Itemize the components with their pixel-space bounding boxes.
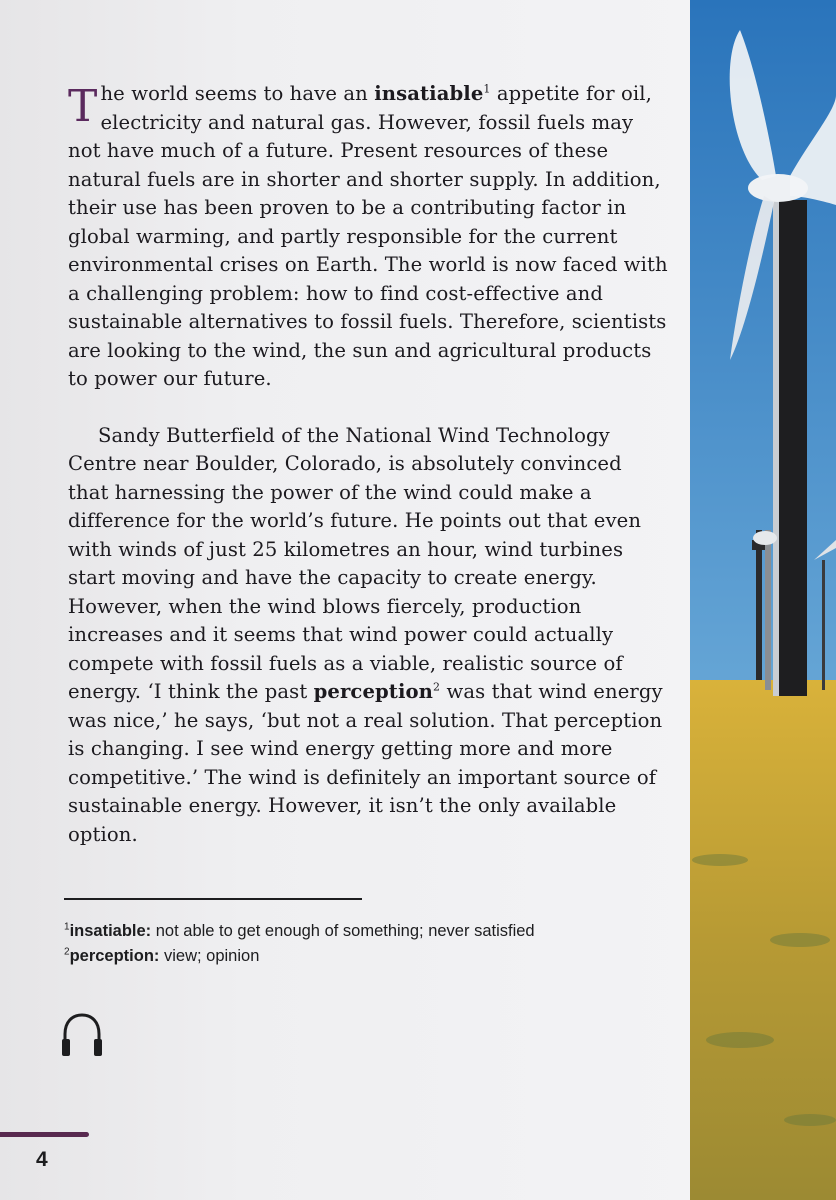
keyword-perception: perception: [313, 680, 434, 703]
footnote-divider: [64, 898, 362, 900]
accent-bar: [0, 1132, 89, 1137]
footnote-2-number: 2: [64, 946, 70, 958]
footnote-1-definition: not able to get enough of something; never satisfied: [151, 922, 535, 940]
footnote-1-number: 1: [64, 921, 70, 933]
paragraph-2-text-a: Sandy Butterfield of the National Wind Technology Centre near Boulder, Colorado, is absolutely convinced that harnessing the power of the wind could make a difference for the world’s future. He points out that even with winds of just 25 kilometres an hour, wind turbines start moving and have the capacity to create energy. However, when the wind blows fiercely, production increases and it seems that wind power could actually compete with fossil fuels as a viable, realistic source of energy. ‘I think the past: [68, 423, 642, 703]
footnotes: [64, 919, 535, 969]
headphones-icon[interactable]: [60, 1012, 104, 1058]
article-text: [68, 80, 668, 849]
paragraph-1-text-a: he world seems to have an: [100, 82, 375, 105]
page-number: 4: [36, 1148, 48, 1171]
footnote-1-term: insatiable:: [69, 922, 152, 940]
paragraph-1-text-b: appetite for oil, electricity and natural gas. However, fossil fuels may not have much of a future. Present resources of these natural fuels are in shorter and shorter supply. In addition, their use has been proven to be a contributing factor in global warming, and partly responsible for the current environmental crises on Earth. The world is now faced with a challenging problem: how to find cost-effective and sustainable alternatives to fossil fuels. Therefore, scientists are looking to the wind, the sun and agricultural products to power our future.: [68, 82, 668, 390]
footnote-1: [64, 919, 535, 944]
footnote-2-term: perception:: [69, 947, 160, 965]
footnote-2: [64, 944, 535, 969]
paragraph-2-text-b: was that wind energy was nice,’ he says, ‘but not a real solution. That perception is changing. I see wind energy getting more and more competitive.’ The wind is definitely an important source of sustainable energy. However, it isn’t the only available option.: [68, 680, 663, 846]
drop-cap: T: [68, 81, 98, 132]
paragraph-2: [68, 422, 668, 850]
keyword-insatiable: insatiable: [374, 82, 484, 105]
footnote-2-definition: view; opinion: [159, 947, 260, 965]
paragraph-1: [68, 80, 668, 394]
footnote-ref-2: 2: [433, 680, 441, 694]
wind-turbine-photo: [690, 0, 836, 1200]
footnote-ref-1: 1: [483, 82, 491, 96]
